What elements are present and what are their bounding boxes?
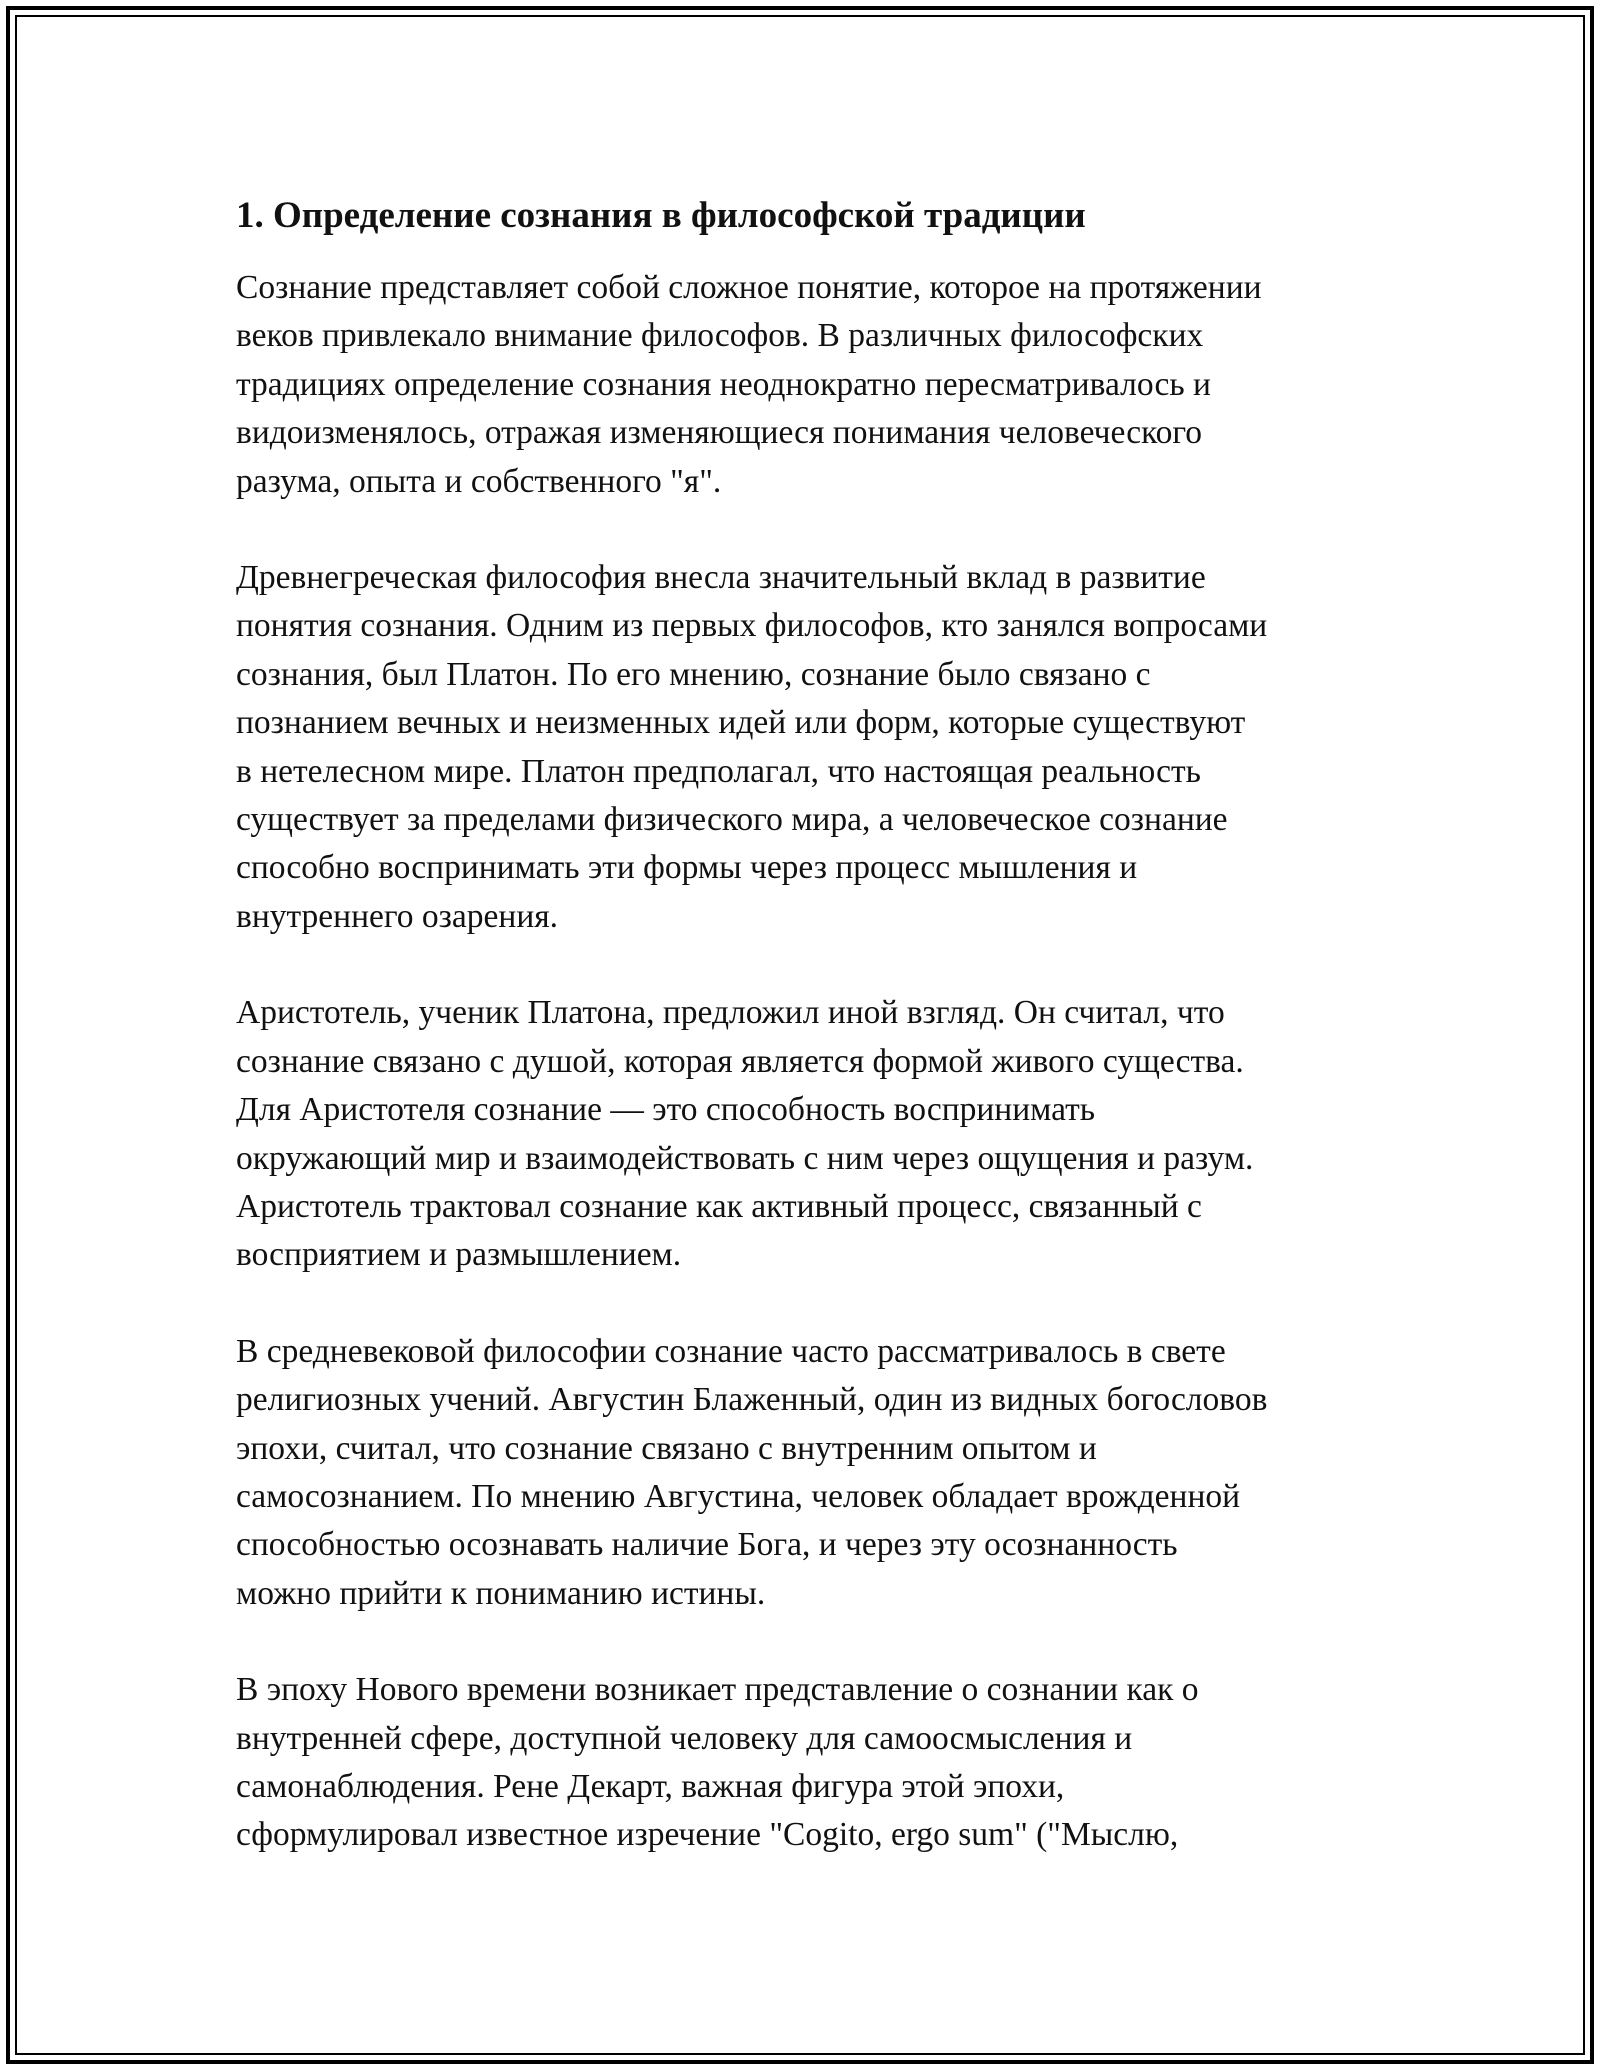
paragraph-aristotle: Аристотель, ученик Платона, предложил иной взгляд. Он считал, что сознание связано с душой, которая является формой живого существа. Для Аристотеля сознание — это способность воспринимать окружающий мир и взаимодействовать с ним через ощущения и разум. Аристотель трактовал сознание как активный процесс, связанный с восприятием и размышлением.: [236, 994, 1254, 1274]
paragraph-medieval: В средневековой философии сознание часто рассматривалось в свете религиозных учений. Августин Блаженный, один из видных богословов эпохи, считал, что сознание связано с внутренним опытом и самосознанием. По мнению Августина, человек обладает врожденной способностью осознавать наличие Бога, и через эту осознанность можно прийти к пониманию истины.: [236, 1332, 1268, 1612]
paragraph-modern-era: В эпоху Нового времени возникает представление о сознании как о внутренней сфере, доступной человеку для самоосмысления и самонаблюдения. Рене Декарт, важная фигура этой эпохи, сформулировал известное изречение "Cogito, ergo sum" ("Мыслю,: [236, 1671, 1199, 1854]
document-body: [236, 184, 1396, 1908]
section-heading: 1. Определение сознания в философской традиции: [236, 195, 1086, 236]
paragraph-ancient-greek: Древнегреческая философия внесла значительный вклад в развитие понятия сознания. Одним из первых философов, кто занялся вопросами сознания, был Платон. По его мнению, сознание было связано с познанием вечных и неизменных идей или форм, которые существуют в нетелесном мире. Платон предполагал, что настоящая реальность существует за пределами физического мира, а человеческое сознание способно воспринимать эти формы через процесс мышления и внутреннего озарения.: [236, 559, 1268, 935]
paragraph-intro: Сознание представляет собой сложное понятие, которое на протяжении веков привлекало внимание философов. В различных философских традициях определение сознания неоднократно пересматривалось и видоизменялось, отражая изменяющиеся понимания человеческого разума, опыта и собственного "я".: [236, 269, 1262, 500]
